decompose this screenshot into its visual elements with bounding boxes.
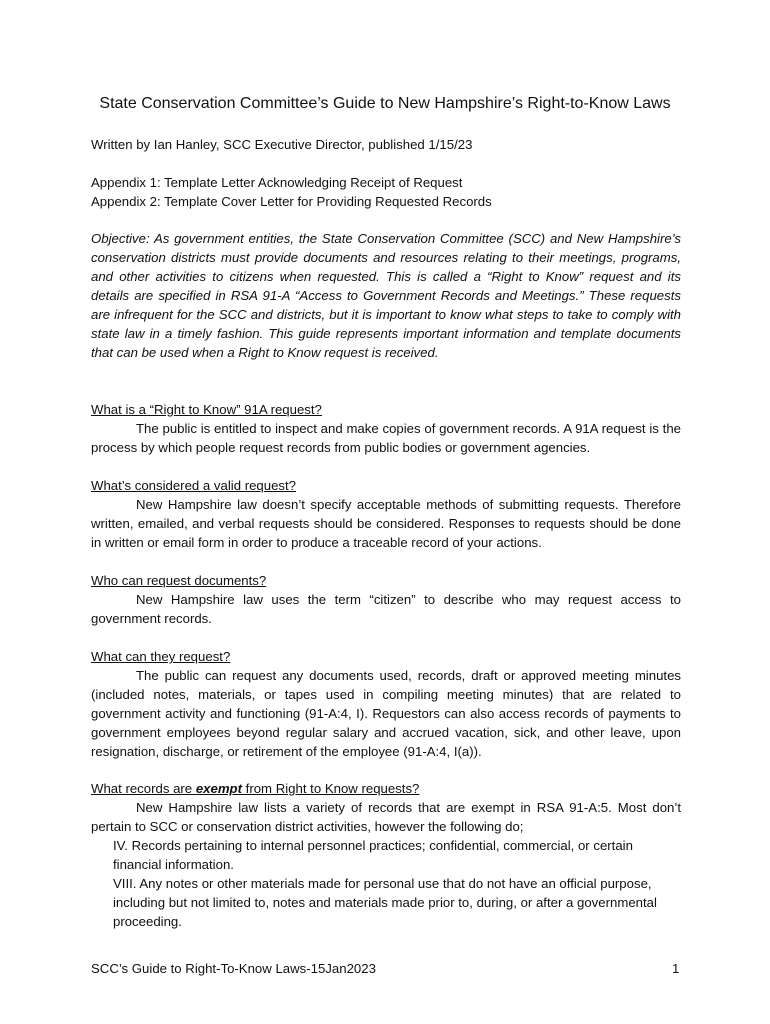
- section-text: New Hampshire law lists a variety of records that are exempt in RSA 91-A:5. Most don’t pertain to SCC or conservation district activities, however the following do;: [91, 800, 681, 834]
- exempt-list: [113, 836, 683, 931]
- section-heading-exempt: [91, 779, 691, 798]
- section-body-what-can-request: [91, 666, 681, 761]
- list-item: VIII. Any notes or other materials made for personal use that do not have an official purpose, including but not limited to, notes and materials made prior to, during, or after a governmental proceeding.: [113, 876, 657, 929]
- heading-part: What records are: [91, 781, 196, 796]
- section-text: New Hampshire law doesn’t specify acceptable methods of submitting requests. Therefore written, emailed, and verbal requests should be considered. Responses to requests should be done in written or email form in order to produce a traceable record of your actions.: [91, 497, 681, 550]
- section-body-exempt: [91, 798, 681, 836]
- section-heading-valid-request: What’s considered a valid request?: [91, 478, 297, 493]
- section-text: The public is entitled to inspect and make copies of government records. A 91A request is the process by which people request records from public bodies or government agencies.: [91, 421, 681, 455]
- footer-text: SCC’s Guide to Right-To-Know Laws-15Jan2023: [91, 961, 376, 976]
- section-heading-what-is: What is a “Right to Know” 91A request?: [91, 402, 322, 417]
- list-item: IV. Records pertaining to internal personnel practices; confidential, commercial, or certain financial information.: [113, 838, 633, 872]
- objective-paragraph: Objective: As government entities, the State Conservation Committee (SCC) and New Hampshire’s conservation districts must provide documents and resources relating to their meetings, programs, and other activities to citizens when requested. This is called a “Right to Know” request and its details are specified in RSA 91-A “Access to Government Records and Meetings.” These requests are infrequent for the SCC and districts, but it is important to know what steps to take to comply with state law in a timely fashion. This guide represents important information and template documents that can be used when a Right to Know request is received.: [91, 231, 681, 360]
- byline: Written by Ian Hanley, SCC Executive Director, published 1/15/23: [91, 137, 473, 152]
- section-text: The public can request any documents used, records, draft or approved meeting minutes (included notes, materials, or tapes used in compiling meeting minutes) that are related to government activity and functioning (91-A:4, I). Requestors can also access records of payments to government employees beyond regular salary and accrued vacation, sick, and other leave, upon resignation, discharge, or retirement of the employee (91-A:4, I(a)).: [91, 668, 681, 759]
- section-heading-what-can-request: What can they request?: [91, 649, 231, 664]
- section-body-who-can-request: [91, 590, 681, 628]
- section-body-valid-request: [91, 495, 681, 552]
- heading-part: from Right to Know requests?: [242, 781, 420, 796]
- section-body-what-is: [91, 419, 681, 457]
- section-text: New Hampshire law uses the term “citizen” to describe who may request access to government records.: [91, 592, 681, 626]
- page-number: 1: [672, 961, 680, 976]
- section-heading-who-can-request: Who can request documents?: [91, 573, 267, 588]
- heading-emphasis: exempt: [195, 781, 242, 796]
- appendix-1: Appendix 1: Template Letter Acknowledging Receipt of Request: [91, 175, 463, 190]
- page-title: State Conservation Committee’s Guide to New Hampshire’s Right-to-Know Laws: [99, 95, 671, 112]
- appendix-2: Appendix 2: Template Cover Letter for Providing Requested Records: [91, 194, 492, 209]
